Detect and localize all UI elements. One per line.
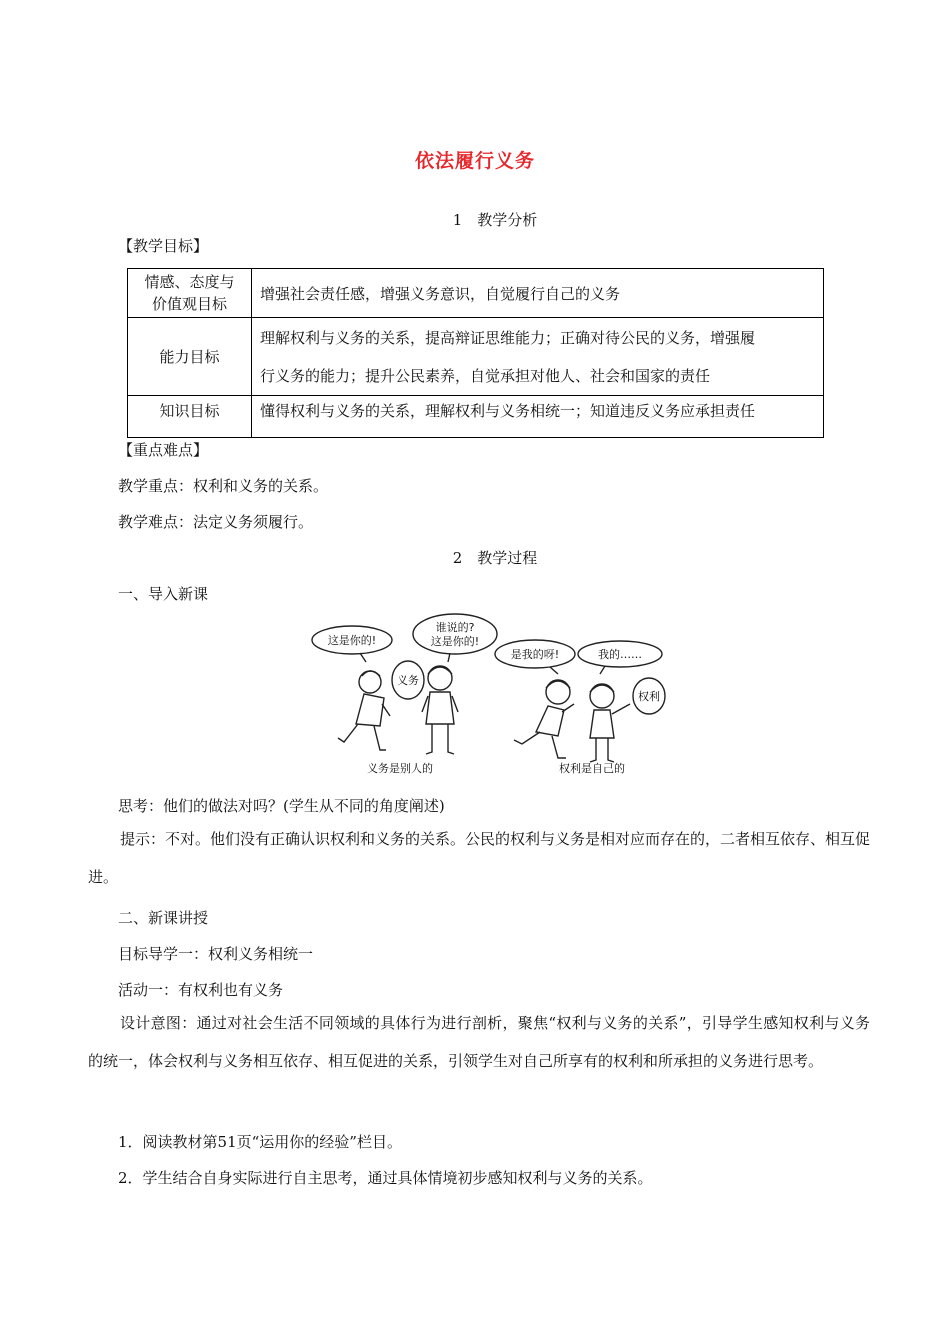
hint-paragraph: 提示：不对。他们没有正确认识权利和义务的关系。公民的权利与义务是相对应而存在的，二者相互依存、相互促进。 bbox=[88, 830, 871, 886]
goals-heading: 【教学目标】 bbox=[118, 237, 209, 255]
goals-table bbox=[127, 268, 824, 438]
speech-bubble bbox=[413, 614, 497, 654]
label-line: 价值观目标 bbox=[151, 295, 227, 313]
ball-text-duty: 义务 bbox=[397, 674, 419, 687]
new-lesson-heading: 二、新课讲授 bbox=[118, 909, 209, 927]
section-heading-process: 2 教学过程 bbox=[452, 549, 538, 567]
bubble-tail bbox=[360, 653, 366, 662]
goals-label-knowledge: 知识目标 bbox=[128, 396, 252, 438]
think-question: 思考：他们的做法对吗？(学生从不同的角度阐述) bbox=[118, 797, 445, 815]
bubble-text-right-1: 是我的呀! bbox=[510, 648, 560, 661]
goals-label-attitude bbox=[128, 269, 252, 318]
intro-heading: 一、导入新课 bbox=[118, 585, 209, 603]
text-line: 理解权利与义务的关系，提高辩证思维能力；正确对待公民的义务，增强履 bbox=[260, 328, 756, 347]
goal-guide: 目标导学一：权利义务相统一 bbox=[118, 945, 314, 963]
figure-standing bbox=[422, 666, 458, 754]
figure-walking bbox=[338, 671, 390, 750]
difficult-point: 教学难点：法定义务须履行。 bbox=[118, 513, 314, 531]
key-point: 教学重点：权利和义务的关系。 bbox=[118, 477, 329, 495]
cartoon-illustration bbox=[300, 612, 680, 782]
caption-left: 义务是别人的 bbox=[367, 762, 433, 775]
ball-text-right: 权利 bbox=[638, 690, 660, 703]
goals-row-attitude bbox=[128, 269, 824, 318]
label-line: 情感、态度与 bbox=[144, 273, 235, 291]
figure-running bbox=[514, 680, 574, 758]
goals-text-knowledge: 懂得权利与义务的关系，理解权利与义务相统一；知道违反义务应承担责任 bbox=[252, 396, 824, 438]
goals-text-ability bbox=[252, 318, 824, 396]
step-1: 1．阅读教材第51页“运用你的经验”栏目。 bbox=[118, 1133, 402, 1151]
bubble-text-left: 这是你的! bbox=[327, 634, 377, 647]
bubble-text-mid-1: 谁说的? bbox=[435, 621, 475, 634]
goals-text-attitude: 增强社会责任感，增强义务意识，自觉履行自己的义务 bbox=[252, 269, 824, 318]
goals-row-knowledge bbox=[128, 396, 824, 438]
keypoints-heading: 【重点难点】 bbox=[118, 441, 209, 459]
bubble-tail bbox=[600, 666, 605, 674]
bubble-text-right-2: 我的…… bbox=[598, 648, 642, 661]
step-2: 2．学生结合自身实际进行自主思考，通过具体情境初步感知权利与义务的关系。 bbox=[118, 1169, 653, 1187]
bubble-tail bbox=[550, 667, 558, 674]
goals-label-ability: 能力目标 bbox=[128, 318, 252, 396]
caption-right: 权利是自己的 bbox=[559, 762, 625, 775]
bubble-text-mid-2: 这是你的! bbox=[430, 635, 480, 648]
design-paragraph: 设计意图：通过对社会生活不同领域的具体行为进行剖析，聚焦“权利与义务的关系”，引导学生感知权利与义务的统一，体会权利与义务相互依存、相互促进的关系，引领学生对自己所享有的权利和所承担的义务进行思考。 bbox=[88, 1014, 870, 1070]
section-heading-analysis: 1 教学分析 bbox=[452, 211, 538, 229]
goals-row-ability bbox=[128, 318, 824, 396]
activity-title: 活动一：有权利也有义务 bbox=[118, 981, 284, 999]
document-title: 依法履行义务 bbox=[414, 150, 535, 172]
text-line: 行义务的能力；提升公民素养，自觉承担对他人、社会和国家的责任 bbox=[260, 366, 711, 385]
figure-standing-right bbox=[590, 684, 630, 762]
